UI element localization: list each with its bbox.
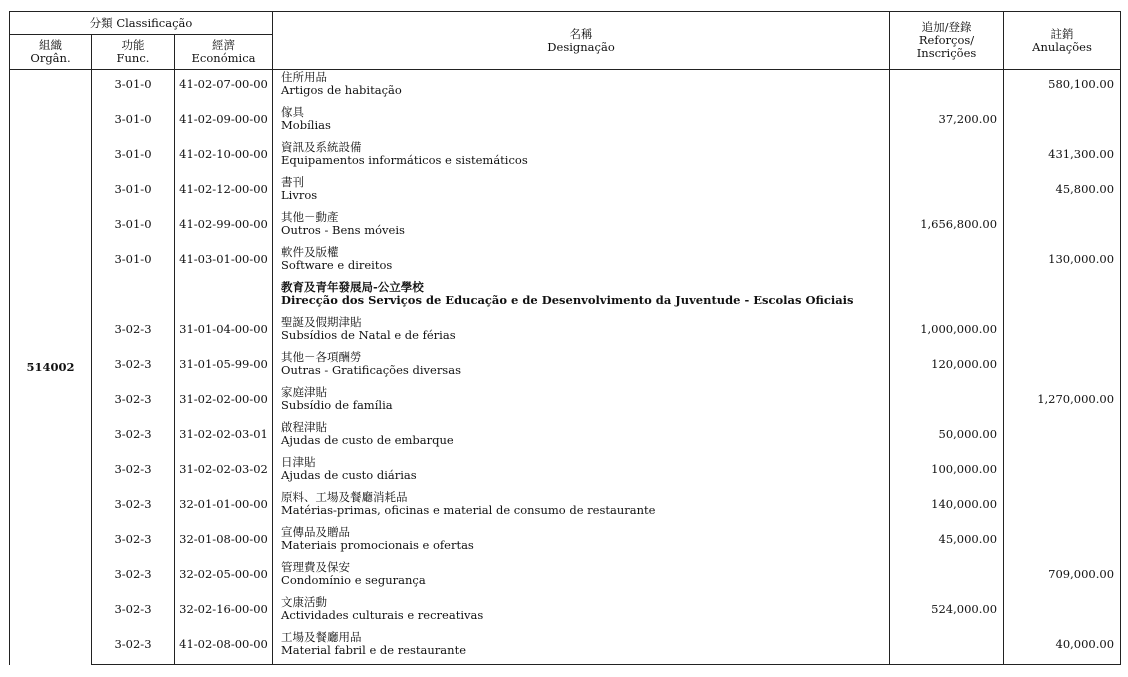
table-row [10,525,1121,560]
economic-code: 32-02-16-00-00 [175,595,273,630]
designation-zh: 工場及餐廳用品 [281,629,362,644]
designation [273,70,890,105]
designation-zh: 家庭津貼 [281,384,328,399]
function-code: 3-02-3 [92,385,175,420]
economic-code: 41-02-08-00-00 [175,630,273,665]
table-row [10,420,1121,455]
designation [273,560,890,595]
designation [273,350,890,385]
reinforcement-header: 追加/登錄 Reforços/ Inscrições [890,12,1004,70]
designation [273,455,890,490]
organ-code: 514002 [10,70,92,665]
designation-zh: 住所用品 [281,70,328,84]
annulment-amount [1004,420,1121,455]
designation [273,420,890,455]
annulment-amount [1004,280,1121,315]
function-code: 3-02-3 [92,420,175,455]
annulment-amount [1004,315,1121,350]
reinforcement-amount: 120,000.00 [890,350,1004,385]
function-code: 3-02-3 [92,350,175,385]
table-row [10,350,1121,385]
annulment-amount [1004,350,1121,385]
function-code: 3-01-0 [92,175,175,210]
designation-pt: Livros [281,187,318,202]
designation [273,245,890,280]
table-row [10,245,1121,280]
reinforcement-amount [890,385,1004,420]
designation-zh: 其他－動產 [281,209,339,224]
designation-pt: Ajudas de custo diárias [281,467,417,482]
designation-pt: Subsídios de Natal e de férias [281,327,456,342]
reinforcement-amount: 524,000.00 [890,595,1004,630]
designation [273,595,890,630]
reinforcement-amount [890,630,1004,665]
designation-zh: 資訊及系統設備 [281,139,362,154]
designation [273,210,890,245]
economic-code: 41-02-12-00-00 [175,175,273,210]
function-code: 3-02-3 [92,455,175,490]
annulment-amount: 45,800.00 [1004,175,1121,210]
designation-pt: Ajudas de custo de embarque [281,432,454,447]
function-code: 3-02-3 [92,630,175,665]
designation-pt: Matérias-primas, oficinas e material de consumo de restaurante [281,502,656,517]
designation [273,315,890,350]
designation [273,175,890,210]
designation-zh: 宣傳品及贈品 [281,524,351,539]
reinforcement-amount: 45,000.00 [890,525,1004,560]
table-row [10,210,1121,245]
reinforcement-amount [890,560,1004,595]
designation [273,105,890,140]
economic-code: 31-01-04-00-00 [175,315,273,350]
function-code: 3-01-0 [92,140,175,175]
reinforcement-amount: 1,000,000.00 [890,315,1004,350]
designation-pt: Subsídio de família [281,397,393,412]
function-code: 3-02-3 [92,595,175,630]
function-code: 3-01-0 [92,70,175,105]
economic-code: 41-03-01-00-00 [175,245,273,280]
table-row [10,490,1121,525]
designation-zh: 管理費及保安 [281,559,351,574]
designation-pt: Direcção dos Serviços de Educação e de Desenvolvimento da Juventude - Escolas Oficiais [281,292,854,307]
economic-code: 32-02-05-00-00 [175,560,273,595]
function-code: 3-02-3 [92,490,175,525]
designation-zh: 日津貼 [281,454,316,469]
table-row [10,560,1121,595]
reinforcement-amount [890,175,1004,210]
designation-pt: Actividades culturais e recreativas [281,607,484,622]
function-code: 3-01-0 [92,210,175,245]
designation-zh: 其他－各項酬勞 [281,349,362,364]
function-code: 3-02-3 [92,525,175,560]
designation-pt: Materiais promocionais e ofertas [281,537,474,552]
budget-table [9,11,1121,665]
function-header: 功能 Func. [92,35,175,70]
designation-header: 名稱 Designação [273,12,890,70]
reinforcement-amount: 100,000.00 [890,455,1004,490]
table-row [10,630,1121,665]
designation-pt: Equipamentos informáticos e sistemáticos [281,152,528,167]
table-row [10,175,1121,210]
designation-pt: Outras - Gratificações diversas [281,362,461,377]
function-code [92,280,175,315]
economic-header: 經濟 Económica [175,35,273,70]
designation-pt: Material fabril e de restaurante [281,642,466,657]
annulment-header: 註銷 Anulações [1004,12,1121,70]
table-row [10,315,1121,350]
designation-pt: Software e direitos [281,257,393,272]
designation-pt: Outros - Bens móveis [281,222,405,237]
designation [273,630,890,665]
annulment-amount: 709,000.00 [1004,560,1121,595]
annulment-amount [1004,595,1121,630]
designation [273,140,890,175]
table-row [10,595,1121,630]
annulment-amount: 40,000.00 [1004,630,1121,665]
reinforcement-amount [890,70,1004,105]
reinforcement-amount: 140,000.00 [890,490,1004,525]
annulment-amount [1004,455,1121,490]
table-row [10,70,1121,105]
economic-code: 41-02-07-00-00 [175,70,273,105]
designation-zh: 原料、工場及餐廳消耗品 [281,489,408,504]
table-row [10,455,1121,490]
reinforcement-amount: 50,000.00 [890,420,1004,455]
reinforcement-amount: 37,200.00 [890,105,1004,140]
function-code: 3-01-0 [92,105,175,140]
designation-zh: 啟程津貼 [281,419,328,434]
designation-zh: 教育及青年發展局-公立學校 [281,279,424,294]
function-code: 3-01-0 [92,245,175,280]
economic-code [175,280,273,315]
organ-header: 組織 Orgân. [10,35,92,70]
table-row [10,385,1121,420]
annulment-amount: 130,000.00 [1004,245,1121,280]
annulment-amount: 431,300.00 [1004,140,1121,175]
economic-code: 32-01-08-00-00 [175,525,273,560]
designation-pt: Artigos de habitação [281,83,402,97]
economic-code: 32-01-01-00-00 [175,490,273,525]
designation [273,490,890,525]
economic-code: 41-02-09-00-00 [175,105,273,140]
classification-header: 分類 Classificação [10,12,273,35]
economic-code: 31-02-02-03-01 [175,420,273,455]
annulment-amount [1004,210,1121,245]
table-row [10,140,1121,175]
economic-code: 31-02-02-03-02 [175,455,273,490]
designation-zh: 書刊 [281,174,305,189]
annulment-amount: 580,100.00 [1004,70,1121,105]
table-row [10,105,1121,140]
annulment-amount: 1,270,000.00 [1004,385,1121,420]
reinforcement-amount [890,245,1004,280]
designation-zh: 聖誕及假期津貼 [281,314,362,329]
reinforcement-amount: 1,656,800.00 [890,210,1004,245]
economic-code: 31-01-05-99-00 [175,350,273,385]
designation-zh: 文康活動 [281,594,328,609]
reinforcement-amount [890,140,1004,175]
economic-code: 41-02-10-00-00 [175,140,273,175]
function-code: 3-02-3 [92,315,175,350]
function-code: 3-02-3 [92,560,175,595]
designation [273,385,890,420]
designation-zh: 軟件及版權 [281,244,339,259]
designation [273,525,890,560]
section-heading-row [10,280,1121,315]
designation-pt: Condomínio e segurança [281,572,426,587]
economic-code: 41-02-99-00-00 [175,210,273,245]
annulment-amount [1004,105,1121,140]
designation [273,280,890,315]
reinforcement-amount [890,280,1004,315]
designation-zh: 傢具 [281,104,305,119]
designation-pt: Mobílias [281,117,331,132]
annulment-amount [1004,490,1121,525]
economic-code: 31-02-02-00-00 [175,385,273,420]
annulment-amount [1004,525,1121,560]
